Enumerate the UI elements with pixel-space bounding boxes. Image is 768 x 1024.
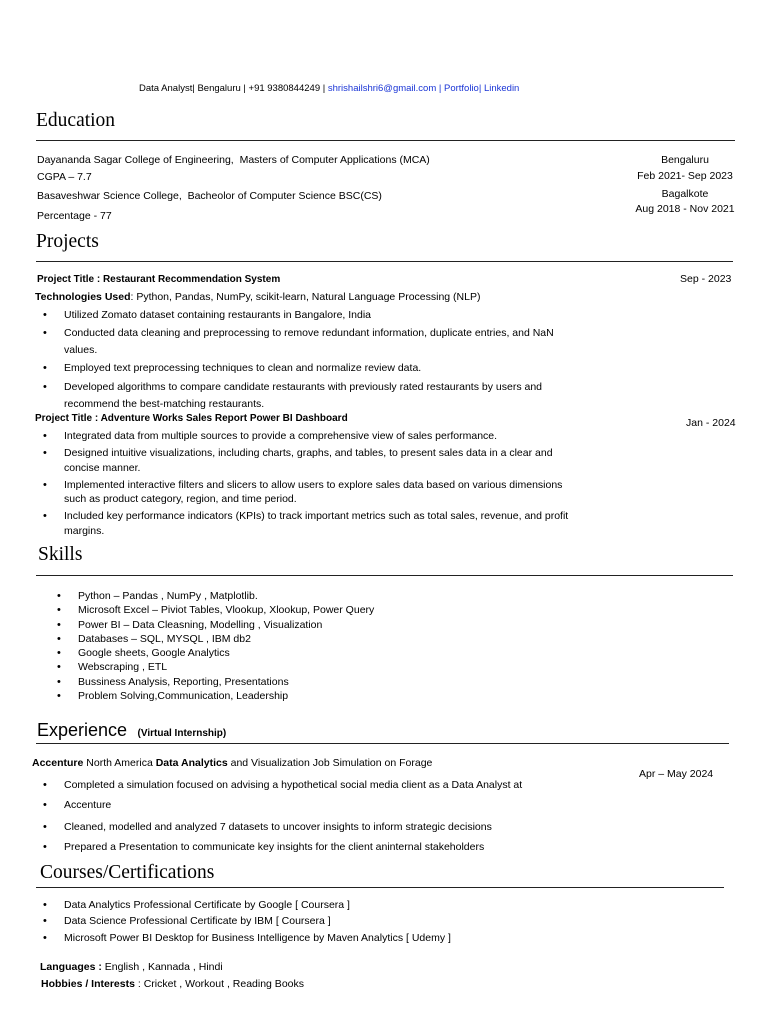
project-2-bullets: [64, 429, 586, 538]
courses-divider: [36, 887, 724, 888]
education-score: CGPA – 7.7: [37, 171, 92, 183]
list-item: • Data Science Professional Certificate by IBM [ Coursera ]: [64, 914, 624, 928]
list-item: • Cleaned, modelled and analyzed 7 datasets to uncover insights to inform strategic decisions: [64, 820, 604, 834]
list-item: • Employed text preprocessing techniques to clean and normalize review data.: [64, 361, 584, 375]
education-place: Bagalkote: [661, 188, 709, 200]
project-2-date: Jan - 2024: [686, 417, 736, 429]
list-item: • Developed algorithms to compare candidate restaurants with previously rated restaurants by users and recommend the best-matching restaurants.: [64, 379, 584, 414]
skills-divider: [36, 575, 733, 576]
experience-role-line: [32, 756, 432, 770]
list-item: • Bussiness Analysis, Reporting, Presentations: [78, 675, 578, 689]
list-item: • Accenture: [64, 798, 604, 812]
linkedin-link[interactable]: Linkedin: [483, 83, 520, 94]
list-item: • Microsoft Power BI Desktop for Business Intelligence by Maven Analytics [ Udemy ]: [64, 931, 624, 945]
hobbies-value: : Cricket , Workout , Reading Books: [134, 978, 304, 990]
education-dates: Aug 2018 - Nov 2021: [635, 203, 735, 215]
languages-label: Languages :: [40, 961, 102, 973]
project-1-bullets: [64, 308, 584, 414]
projects-heading: Projects: [36, 231, 99, 252]
experience-divider: [36, 743, 729, 744]
list-item: • Implemented interactive filters and slicers to allow users to explore sales data based on various dimensions such as product category, region, and time period.: [64, 478, 586, 507]
projects-divider: [36, 261, 733, 262]
list-item: • Data Analytics Professional Certificate by Google [ Coursera ]: [64, 898, 624, 912]
degree-name: Bacheolor of Computer Science BSC(CS): [187, 190, 382, 202]
phone: +91 9380844249: [248, 83, 321, 94]
experience-desc: and Visualization Job Simulation on Forage: [227, 757, 433, 769]
list-item: • Prepared a Presentation to communicate key insights for the client aninternal stakeholders: [64, 840, 604, 854]
experience-company: Accenture: [32, 757, 84, 769]
project-2-title: Project Title : Adventure Works Sales Report Power BI Dashboard: [35, 413, 348, 424]
education-divider: [36, 140, 735, 141]
school-name: Dayananda Sagar College of Engineering,: [37, 154, 234, 166]
experience-heading-row: [37, 720, 226, 741]
list-item: • Python – Pandas , NumPy , Matplotlib.: [78, 589, 578, 603]
list-item: • Conducted data cleaning and preprocessing to remove redundant information, duplicate entries, and NaN values.: [64, 325, 584, 359]
list-item: • Designed intuitive visualizations, including charts, graphs, and tables, to present sales data in a clear and concise manner.: [64, 446, 586, 475]
list-item: • Microsoft Excel – Piviot Tables, Vlookup, Xlookup, Power Query: [78, 603, 578, 617]
experience-desc-bold: Data Analytics: [155, 757, 228, 769]
experience-desc: North America: [83, 757, 156, 769]
list-item: • Integrated data from multiple sources to provide a comprehensive view of sales performance.: [64, 429, 586, 443]
list-item: • Google sheets, Google Analytics: [78, 646, 578, 660]
tech-label: Technologies Used: [35, 291, 131, 303]
location: Bengaluru: [197, 83, 241, 94]
tech-value: : Python, Pandas, NumPy, scikit-learn, Natural Language Processing (NLP): [130, 291, 481, 303]
list-item: • Webscraping , ETL: [78, 660, 578, 674]
list-item: • Databases – SQL, MYSQL , IBM db2: [78, 632, 578, 646]
education-score: Percentage - 77: [37, 210, 112, 222]
email-link[interactable]: shrishailshri6@gmail.com: [327, 83, 437, 94]
education-entry-2: [37, 189, 382, 203]
courses-list: [64, 898, 624, 945]
portfolio-link[interactable]: Portfolio: [443, 83, 479, 94]
degree-name: Masters of Computer Applications (MCA): [239, 154, 430, 166]
education-place: Bengaluru: [661, 154, 709, 166]
hobbies-line: [41, 977, 304, 991]
experience-subtitle: (Virtual Internship): [137, 728, 227, 739]
school-name: Basaveshwar Science College,: [37, 190, 182, 202]
education-entry-1: [37, 153, 430, 167]
languages-value: English , Kannada , Hindi: [101, 961, 223, 973]
education-dates: Feb 2021- Sep 2023: [637, 170, 733, 182]
languages-line: [40, 960, 223, 974]
role: Data Analyst: [139, 83, 193, 94]
experience-date: Apr – May 2024: [639, 768, 714, 780]
education-heading: Education: [36, 110, 116, 131]
project-1-date: Sep - 2023: [680, 273, 732, 285]
hobbies-label: Hobbies / Interests: [41, 978, 135, 990]
project-1-title: Project Title : Restaurant Recommendation System: [37, 274, 281, 285]
list-item: • Included key performance indicators (KPIs) to track important metrics such as total sales, revenue, and profit margins.: [64, 509, 586, 538]
courses-heading: Courses/Certifications: [40, 862, 215, 883]
skills-list: [78, 589, 578, 703]
contact-line: Data Analyst| Bengaluru | +91 9380844249 | shrishailshri6@gmail.com | Portfolio| Linkedin: [139, 83, 520, 94]
project-1-tech: [35, 290, 480, 304]
list-item: • Utilized Zomato dataset containing restaurants in Bangalore, India: [64, 308, 584, 322]
experience-heading: Experience: [37, 720, 128, 740]
list-item: • Problem Solving,Communication, Leadership: [78, 689, 578, 703]
experience-bullets: [64, 778, 604, 854]
list-item: • Power BI – Data Cleasning, Modelling , Visualization: [78, 618, 578, 632]
skills-heading: Skills: [38, 544, 83, 565]
list-item: • Completed a simulation focused on advising a hypothetical social media client as a Data Analyst at: [64, 778, 604, 792]
